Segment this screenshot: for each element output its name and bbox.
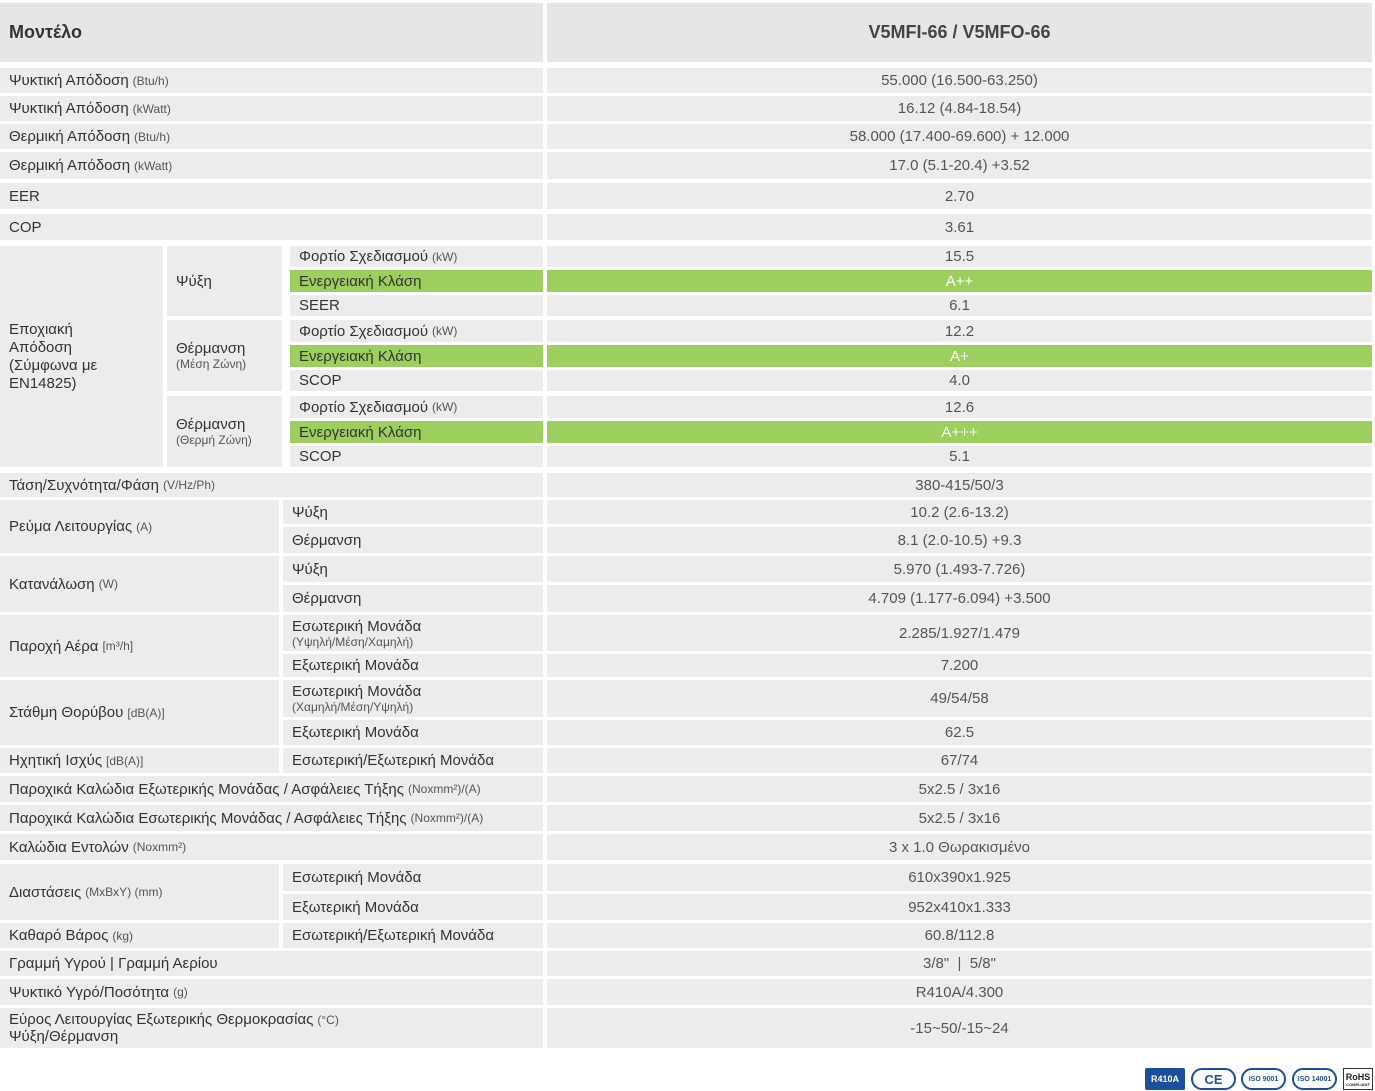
row-cool-kw-label: Ψυκτική Απόδοση (kWatt) [0,96,543,121]
r410a-logo: R410A [1145,1068,1185,1090]
row-cool-kw-value: 16.12 (4.84-18.54) [547,96,1372,121]
header-label-cell [0,3,543,62]
seasonal-label: Εποχιακή Απόδοση (Σύμφωνα με EN14825) [9,320,98,392]
dimensions-indoor-value: 610x390x1.925 [547,864,1372,891]
dimensions-outdoor-value: 952x410x1.333 [547,894,1372,920]
refrigerant-value: R410A/4.300 [547,979,1372,1005]
cool-design-load-label: Φορτίο Σχεδιασμού (kW) [290,246,543,267]
sound-power-value: 67/74 [547,748,1372,773]
heat-warm-energy-class-label: Ενεργειακή Κλάση [290,421,543,443]
heat-warm-scop-value: 5.1 [547,446,1372,467]
current-heat-label: Θέρμανση [283,527,543,553]
heat-avg-energy-class-value: A+ [547,345,1372,367]
control-cable-label: Καλώδια Εντολών (Noxmm²) [0,834,543,860]
pipes-value: 3/8" | 5/8" [547,951,1372,976]
seasonal-cooling-cell: Ψύξη [167,246,282,316]
seasonal-heat-avg-cell: Θέρμανση (Μέση Ζώνη) [167,320,282,391]
cool-energy-class-value: A++ [547,270,1372,292]
pipes-label: Γραμμή Υγρού | Γραμμή Αερίου [0,951,543,976]
current-heat-value: 8.1 (2.0-10.5) +9.3 [547,527,1372,553]
noise-outdoor-label: Εξωτερική Μονάδα [283,720,543,745]
row-heat-kw-value: 17.0 (5.1-20.4) +3.52 [547,152,1372,179]
seasonal-heat-warm-cell: Θέρμανση (Θερμή Ζώνη) [167,396,282,467]
consumption-cool-value: 5.970 (1.493-7.726) [547,556,1372,582]
heat-avg-design-load-label: Φορτίο Σχεδιασμού (kW) [290,320,543,342]
dimensions-label: Διαστάσεις (MxBxY) (mm) [0,864,279,920]
airflow-indoor-label: Εσωτερική Μονάδα (Υψηλή/Μέση/Χαμηλή) [283,615,543,651]
dimensions-indoor-label: Εσωτερική Μονάδα [283,864,543,891]
consumption-cool-label: Ψύξη [283,556,543,582]
consumption-heat-value: 4.709 (1.177-6.094) +3.500 [547,585,1372,612]
heat-avg-scop-value: 4.0 [547,370,1372,391]
cable-indoor-value: 5x2.5 / 3x16 [547,805,1372,831]
row-cool-btu-label: Ψυκτική Απόδοση (Btu/h) [0,68,543,93]
header-label: Μοντέλο [9,22,82,42]
heat-warm-design-load-value: 12.6 [547,396,1372,418]
cool-seer-label: SEER [290,295,543,316]
cable-outdoor-value: 5x2.5 / 3x16 [547,776,1372,802]
iso9001-logo: ISO 9001 [1241,1068,1286,1090]
heat-warm-energy-class-value: A+++ [547,421,1372,443]
row-heat-btu-label: Θερμική Απόδοση (Btu/h) [0,124,543,149]
heat-avg-design-load-value: 12.2 [547,320,1372,342]
model-name: V5MFI-66 / V5MFO-66 [868,22,1051,42]
row-eer-value: 2.70 [547,183,1372,209]
header-model-cell [547,3,1372,62]
row-cool-btu-value: 55.000 (16.500-63.250) [547,68,1372,93]
power-supply-label: Τάση/Συχνότητα/Φάση (V/Hz/Ph) [0,473,543,497]
heat-avg-energy-class-label: Ενεργειακή Κλάση [290,345,543,367]
seasonal-label-cell [0,246,163,467]
heat-warm-design-load-label: Φορτίο Σχεδιασμού (kW) [290,396,543,418]
row-heat-btu-value: 58.000 (17.400-69.600) + 12.000 [547,124,1372,149]
airflow-indoor-value: 2.285/1.927/1.479 [547,615,1372,651]
sound-power-sub-label: Εσωτερική/Εξωτερική Μονάδα [283,748,543,773]
net-weight-sub-label: Εσωτερική/Εξωτερική Μονάδα [283,923,543,948]
power-supply-value: 380-415/50/3 [547,473,1372,497]
row-cop-value: 3.61 [547,214,1372,240]
iso14001-logo: ISO 14001 [1292,1068,1337,1090]
current-cool-label: Ψύξη [283,500,543,524]
dimensions-outdoor-label: Εξωτερική Μονάδα [283,894,543,920]
op-range-label: Εύρος Λειτουργίας Εξωτερικής Θερμοκρασίας (°C) Ψύξη/Θέρμανση [0,1008,543,1048]
current-label: Ρεύμα Λειτουργίας (A) [0,500,279,553]
consumption-heat-label: Θέρμανση [283,585,543,612]
net-weight-label: Καθαρό Βάρος (kg) [0,923,279,948]
consumption-label: Κατανάλωση (W) [0,556,279,612]
ce-logo: CE [1191,1068,1236,1090]
row-eer-label: EER [0,183,543,209]
airflow-outdoor-value: 7.200 [547,654,1372,677]
refrigerant-label: Ψυκτικό Υγρό/Ποσότητα (g) [0,979,543,1005]
cool-seer-value: 6.1 [547,295,1372,316]
control-cable-value: 3 x 1.0 Θωρακισμένο [547,834,1372,860]
noise-outdoor-value: 62.5 [547,720,1372,745]
cable-indoor-label: Παροχικά Καλώδια Εσωτερικής Μονάδας / Ασφάλειες Τήξης (Noxmm²)/(A) [0,805,543,831]
heat-avg-scop-label: SCOP [290,370,543,391]
noise-indoor-value: 49/54/58 [547,680,1372,717]
heat-warm-scop-label: SCOP [290,446,543,467]
noise-indoor-label: Εσωτερική Μονάδα (Χαμηλή/Μέση/Υψηλή) [283,680,543,717]
row-heat-kw-label: Θερμική Απόδοση (kWatt) [0,152,543,179]
rohs-logo: RoHS COMPLIANT [1343,1068,1373,1090]
cable-outdoor-label: Παροχικά Καλώδια Εξωτερικής Μονάδας / Ασφάλειες Τήξης (Noxmm²)/(A) [0,776,543,802]
op-range-value: -15~50/-15~24 [547,1008,1372,1048]
sound-power-label: Ηχητική Ισχύς [dB(A)] [0,748,279,773]
cool-energy-class-label: Ενεργειακή Κλάση [290,270,543,292]
noise-label: Στάθμη Θορύβου [dB(A)] [0,680,279,745]
current-cool-value: 10.2 (2.6-13.2) [547,500,1372,524]
net-weight-value: 60.8/112.8 [547,923,1372,948]
row-cop-label: COP [0,214,543,240]
airflow-label: Παροχή Αέρα [m³/h] [0,615,279,677]
cool-design-load-value: 15.5 [547,246,1372,267]
airflow-outdoor-label: Εξωτερική Μονάδα [283,654,543,677]
